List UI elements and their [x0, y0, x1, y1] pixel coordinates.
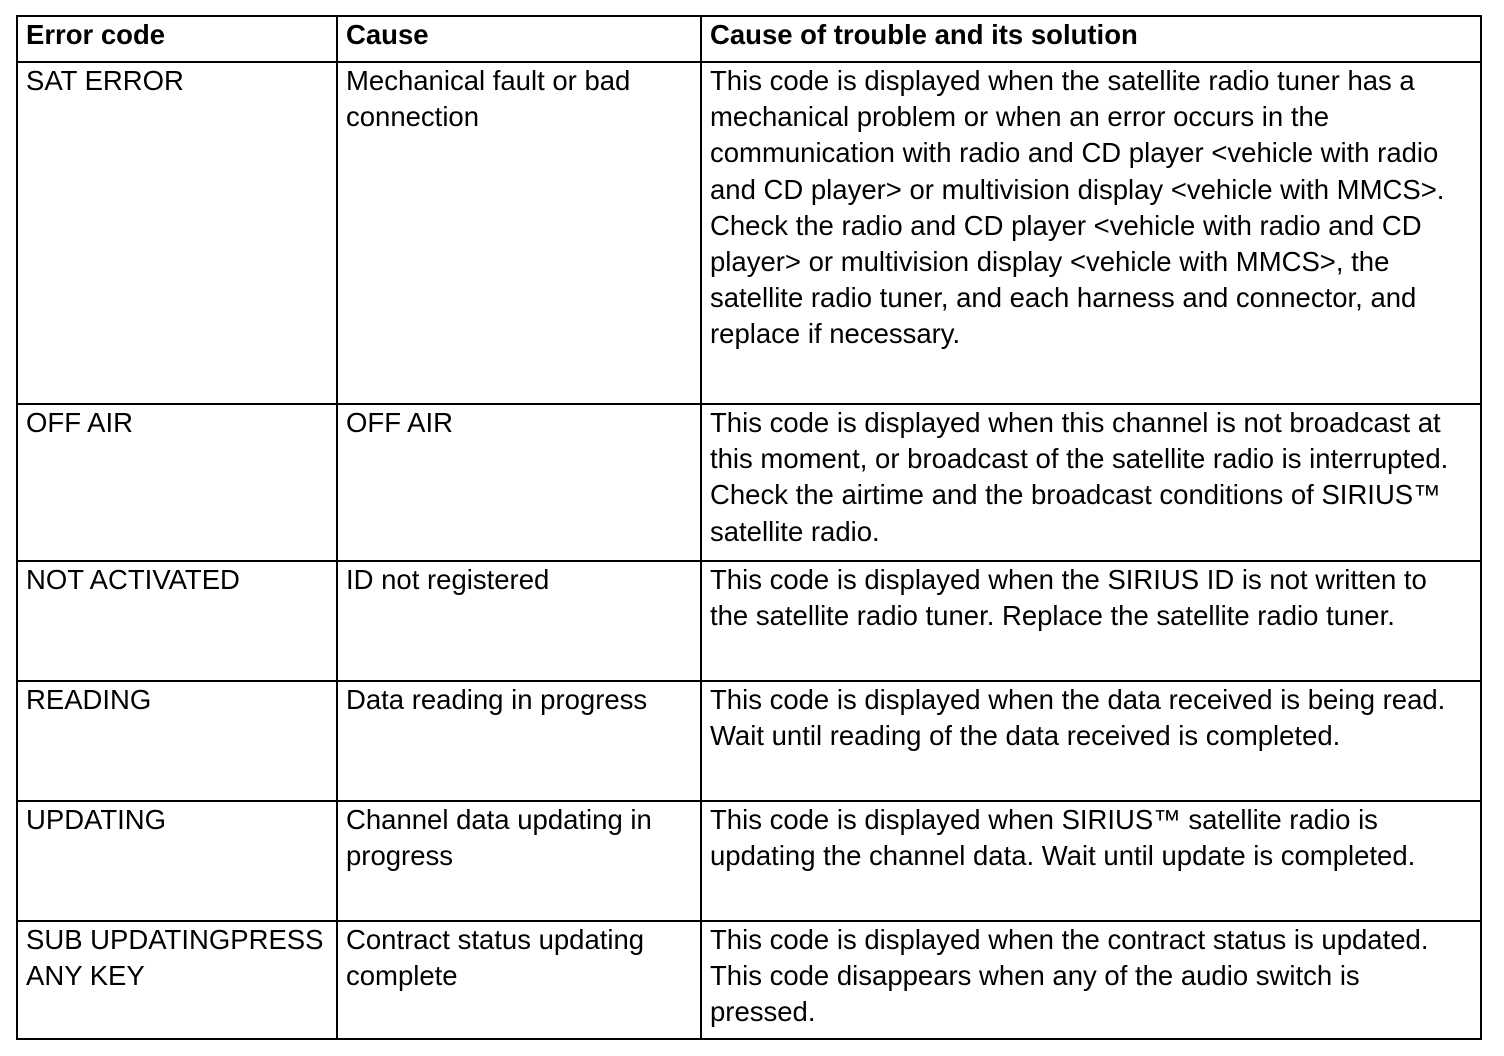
- table-row: [17, 404, 1481, 561]
- table-row: [17, 561, 1481, 681]
- cell-solution: This code is displayed when the satellite radio tuner has a mechanical problem or when an error occurs in the communication with radio and CD player <vehicle with radio and CD player> or multivision display <vehicle with MMCS>. Check the radio and CD player <vehicle with radio and CD player> or multivision display <vehicle with MMCS>, the satellite radio tuner, and each harness and connector, and replace if necessary.: [701, 62, 1481, 404]
- cell-solution: This code is displayed when the contract status is updated. This code disappears when any of the audio switch is pressed.: [701, 921, 1481, 1039]
- cell-error-code: UPDATING: [17, 801, 337, 921]
- cell-solution: This code is displayed when the data received is being read. Wait until reading of the data received is completed.: [701, 681, 1481, 801]
- table-row: [17, 681, 1481, 801]
- error-code-table: [16, 15, 1482, 1040]
- cell-error-code: NOT ACTIVATED: [17, 561, 337, 681]
- cell-solution: This code is displayed when this channel is not broadcast at this moment, or broadcast of the satellite radio is interrupted. Check the airtime and the broadcast conditions of SIRIUS™ satellite radio.: [701, 404, 1481, 561]
- cell-error-code: READING: [17, 681, 337, 801]
- cell-error-code: OFF AIR: [17, 404, 337, 561]
- cell-cause: Channel data updating in progress: [337, 801, 701, 921]
- cell-solution: This code is displayed when the SIRIUS ID is not written to the satellite radio tuner. Replace the satellite radio tuner.: [701, 561, 1481, 681]
- cell-cause: Contract status updating complete: [337, 921, 701, 1039]
- table-row: [17, 801, 1481, 921]
- cell-solution: This code is displayed when SIRIUS™ satellite radio is updating the channel data. Wait until update is completed.: [701, 801, 1481, 921]
- cell-error-code: SUB UPDATINGPRESS ANY KEY: [17, 921, 337, 1039]
- table-row: [17, 62, 1481, 404]
- table-row: [17, 921, 1481, 1039]
- cell-error-code: SAT ERROR: [17, 62, 337, 404]
- cell-cause: Mechanical fault or bad connection: [337, 62, 701, 404]
- header-solution: Cause of trouble and its solution: [701, 16, 1481, 62]
- cell-cause: OFF AIR: [337, 404, 701, 561]
- cell-cause: Data reading in progress: [337, 681, 701, 801]
- header-cause: Cause: [337, 16, 701, 62]
- cell-cause: ID not registered: [337, 561, 701, 681]
- table-header-row: [17, 16, 1481, 62]
- header-error-code: Error code: [17, 16, 337, 62]
